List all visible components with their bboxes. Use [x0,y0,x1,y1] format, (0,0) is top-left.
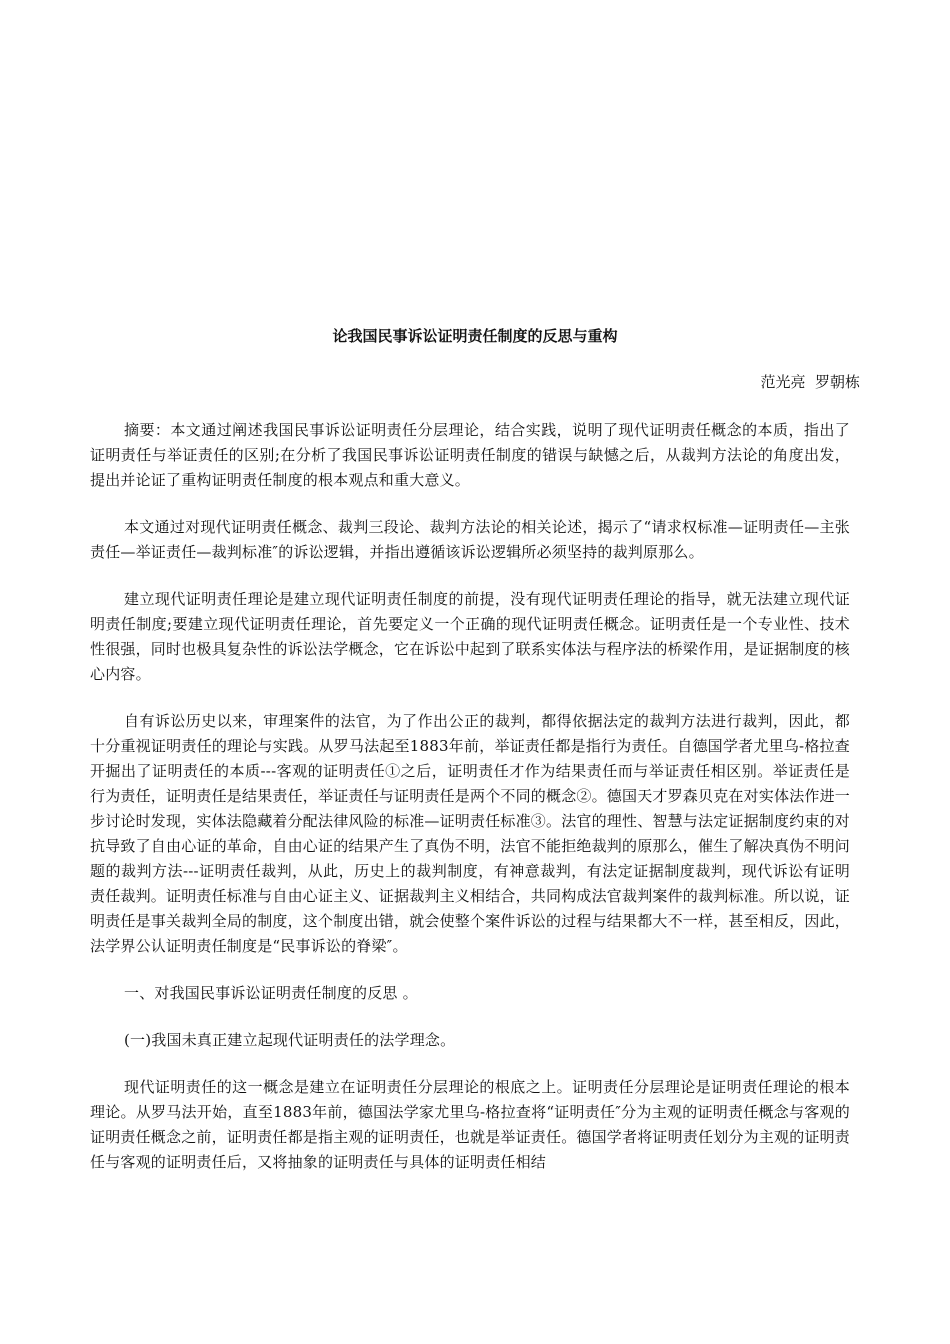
document-body [90,418,850,1197]
subsection-heading: (一)我国未真正建立起现代证明责任的法学理念。 [124,1031,456,1049]
document-title: 论我国民事诉讼证明责任制度的反思与重构 [332,327,618,345]
summary-paragraph: 本文通过对现代证明责任概念、裁判三段论、裁判方法论的相关论述，揭示了“请求权标准—证明责任—主张责任—举证责任—裁判标准″的诉讼逻辑，并指出遵循该诉讼逻辑所必须坚持的裁判原那么。 [90,518,850,561]
document-authors: 范光亮 罗朝栋 [760,373,860,391]
abstract-paragraph: 摘要：本文通过阐述我国民事诉讼证明责任分层理论，结合实践，说明了现代证明责任概念的本质，指出了证明责任与举证责任的区别;在分析了我国民事诉讼证明责任制度的错误与缺憾之后，从裁判方法论的角度出发，提出并论证了重构证明责任制度的根本观点和重大意义。 [90,421,850,489]
intro-paragraph: 建立现代证明责任理论是建立现代证明责任制度的前提，没有现代证明责任理论的指导，就无法建立现代证明责任制度;要建立现代证明责任理论，首先要定义一个正确的现代证明责任概念。证明责任是一个专业性、技术性很强，同时也极具复杂性的诉讼法学概念，它在诉讼中起到了联系实体法与程序法的桥梁作用，是证据制度的核心内容。 [90,590,851,683]
history-paragraph: 自有诉讼历史以来，审理案件的法官，为了作出公正的裁判，都得依据法定的裁判方法进行裁判，因此，都十分重视证明责任的理论与实践。从罗马法起至1883年前，举证责任都是指行为责任。自德国学者尤里乌-格拉查开掘出了证明责任的本质---客观的证明责任①之后，证明责任才作为结果责任而与举证责任相区别。举证责任是行为责任，证明责任是结果责任，举证责任与证明责任是两个不同的概念②。德国天才罗森贝克在对实体法作进一步讨论时发现，实体法隐藏着分配法律风险的标准—证明责任标准③。法官的理性、智慧与法定证据制度约束的对抗导致了自由心证的革命，自由心证的结果产生了真伪不明，法官不能拒绝裁判的原那么，催生了解决真伪不明问题的裁判方法---证明责任裁判，从此，历史上的裁判制度，有神意裁判，有法定证据制度裁判，现代诉讼有证明责任裁判。证明责任标准与自由心证主义、证据裁判主义相结合，共同构成法官裁判案件的裁判标准。所以说，证明责任是事关裁判全局的制度，这个制度出错，就会使整个案件诉讼的过程与结果都大不一样，甚至相反，因此，法学界公认证明责任制度是“民事诉讼的脊梁″。 [90,712,851,955]
body-paragraph: 现代证明责任的这一概念是建立在证明责任分层理论的根底之上。证明责任分层理论是证明责任理论的根本理论。从罗马法开始，直至1883年前，德国法学家尤里乌-格拉查将“证明责任″分为主观的证明责任概念与客观的证明责任概念之前，证明责任都是指主观的证明责任，也就是举证责任。德国学者将证明责任划分为主观的证明责任与客观的证明责任后，又将抽象的证明责任与具体的证明责任相结 [90,1078,851,1171]
section-heading: 一、对我国民事诉讼证明责任制度的反思 。 [124,984,418,1002]
